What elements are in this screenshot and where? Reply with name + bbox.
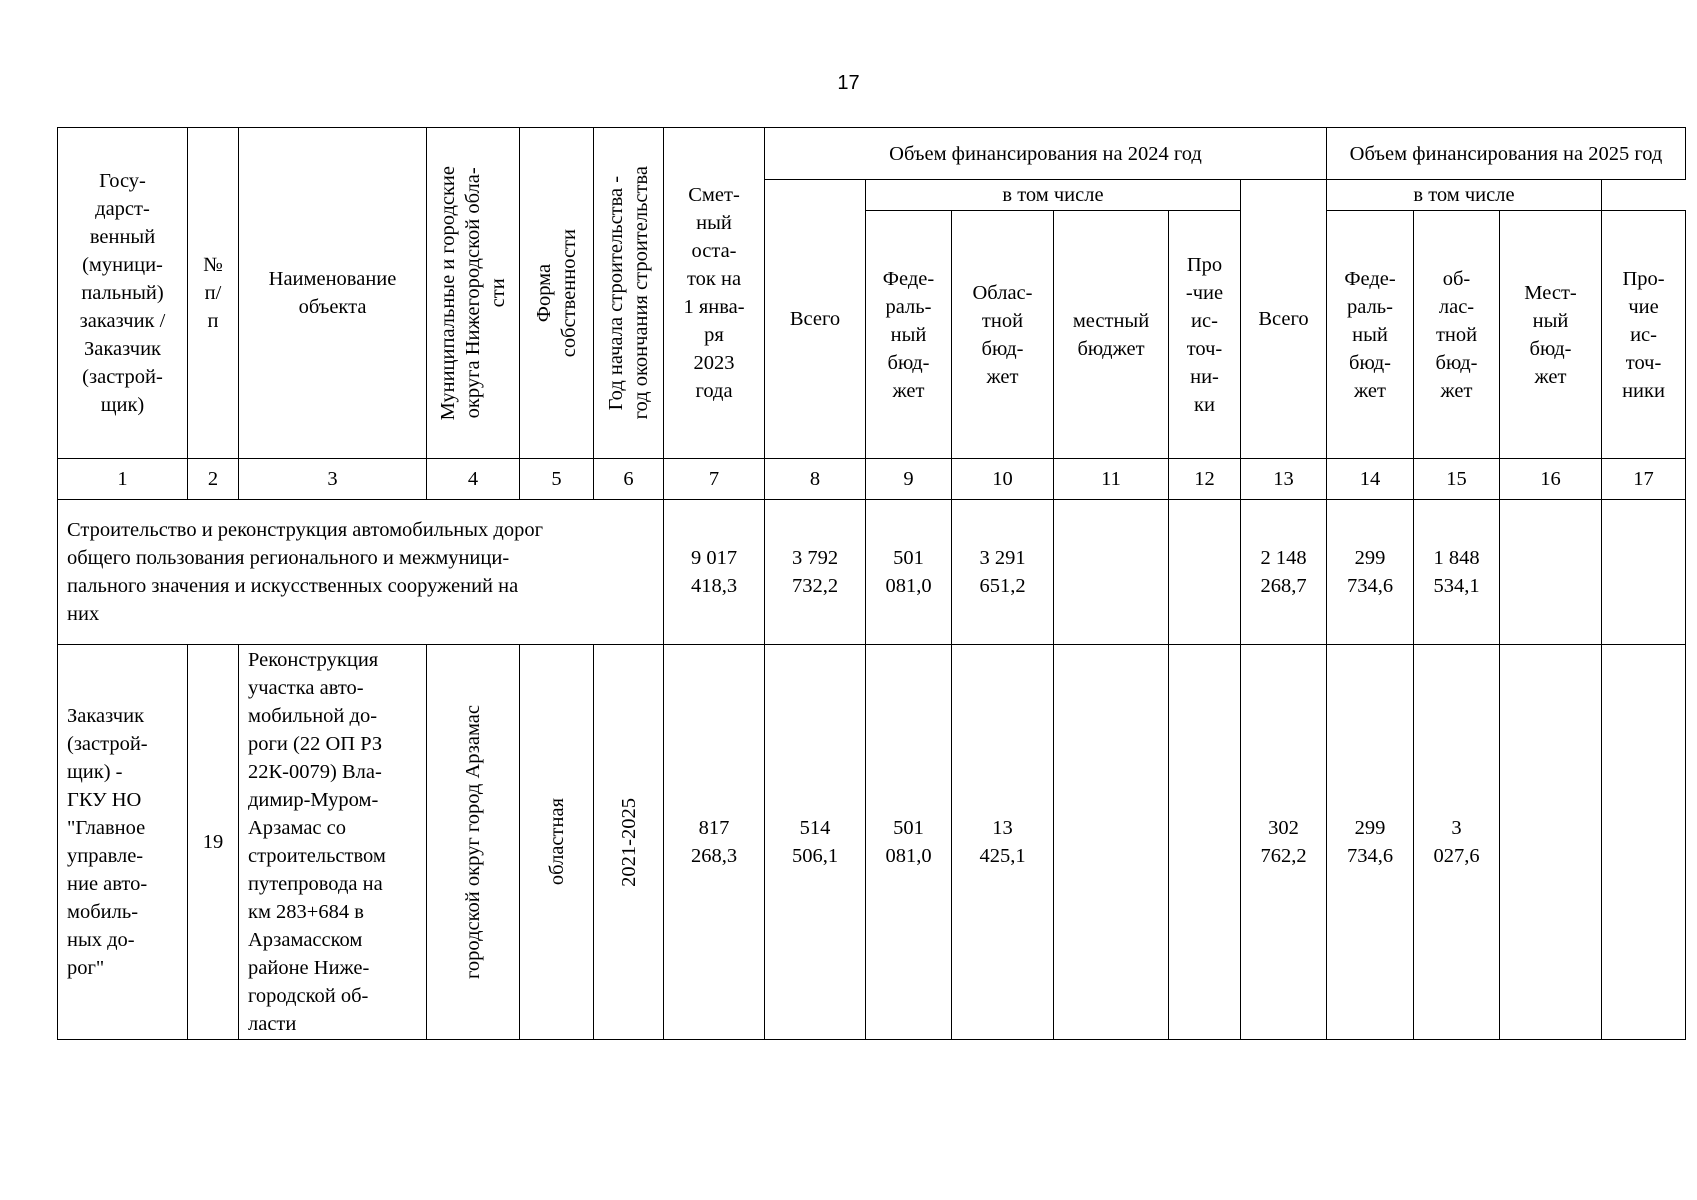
text-line: заказчик / — [79, 310, 166, 332]
row-remainder — [664, 645, 765, 1040]
text-line: Феде- — [882, 267, 935, 290]
text-line: ГКУ НО — [67, 789, 142, 811]
text-line: лас- — [1438, 295, 1475, 318]
row-local-2024 — [1054, 645, 1169, 1040]
text-line: объекта — [298, 296, 367, 318]
text-line: ние авто- — [67, 873, 148, 895]
text-line: 081,0 — [885, 845, 932, 867]
row-customer — [58, 645, 188, 1040]
text-line: тной — [981, 309, 1024, 332]
column-number: 16 — [1500, 459, 1602, 500]
text-line: ных до- — [67, 929, 135, 951]
text-line: сти — [486, 278, 509, 308]
row-federal-2024 — [866, 645, 952, 1040]
text-line: дарст- — [95, 198, 150, 220]
text-line: (застрой- — [82, 366, 163, 388]
row-object — [239, 645, 427, 1040]
text-line: точ- — [1625, 351, 1662, 374]
row-num: 19 — [188, 645, 239, 1040]
text-line: 299 — [1354, 817, 1386, 839]
section-regional-2025 — [1414, 500, 1500, 645]
text-line: жет — [1440, 379, 1473, 402]
text-line: Мест- — [1524, 281, 1577, 304]
text-line: собственности — [557, 228, 580, 358]
text-line: 425,1 — [979, 845, 1026, 867]
row-total-2025 — [1241, 645, 1327, 1040]
row-regional-2024 — [952, 645, 1054, 1040]
column-number: 17 — [1602, 459, 1686, 500]
text-line: районе Ниже- — [248, 957, 370, 979]
text-line: 734,6 — [1346, 575, 1394, 597]
text-line: 299 — [1354, 547, 1386, 569]
text-line: № — [203, 254, 223, 276]
header-regional-2025 — [1414, 211, 1500, 459]
text-line: щик) - — [67, 761, 123, 783]
column-number: 1 — [58, 459, 188, 500]
row-years: 2021-2025 — [594, 645, 664, 1040]
text-line: 501 — [893, 547, 924, 569]
section-title — [58, 500, 664, 645]
text-line: 3 792 — [791, 547, 839, 569]
text-line: жет — [1354, 379, 1386, 402]
text-line: 734,6 — [1346, 845, 1394, 867]
column-number-row — [58, 459, 1686, 500]
text-line: городской об- — [248, 985, 369, 1007]
text-line: 651,2 — [979, 575, 1026, 597]
text-line: (застрой- — [67, 733, 148, 755]
text-line: Реконструкция — [248, 649, 379, 671]
column-number: 11 — [1054, 459, 1169, 500]
text-line: -чие — [1185, 281, 1224, 304]
text-line: бюджет — [1077, 337, 1145, 360]
text-line: 268,7 — [1260, 575, 1307, 597]
text-line: ки — [1194, 393, 1215, 416]
text-line: 3 291 — [979, 547, 1026, 569]
text-line: жет — [892, 379, 925, 402]
text-line: жет — [986, 365, 1019, 388]
text-line: ток на — [686, 268, 742, 290]
row-ownership: областная — [520, 645, 594, 1040]
text-line: Госу- — [99, 170, 146, 192]
column-number: 4 — [427, 459, 520, 500]
text-line: 027,6 — [1433, 845, 1480, 867]
text-line: 22К-0079) Вла- — [248, 761, 382, 783]
text-line: Строительство и реконструкция автомобильных дорог — [67, 519, 543, 541]
text-line: бюд- — [1435, 351, 1478, 374]
section-total-2025 — [1241, 500, 1327, 645]
text-line: них — [67, 603, 100, 625]
column-number: 3 — [239, 459, 427, 500]
row-other-2025 — [1602, 645, 1686, 1040]
text-line: раль- — [1347, 295, 1393, 318]
text-line: ря — [704, 324, 724, 346]
text-line: мобильной до- — [248, 705, 378, 727]
text-line: года — [695, 380, 733, 402]
column-number: 10 — [952, 459, 1054, 500]
header-num — [188, 128, 239, 459]
section-total-2024 — [765, 500, 866, 645]
text-line: 302 — [1268, 817, 1299, 839]
row-municipality: городской округ город Арзамас — [427, 645, 520, 1040]
text-line: Наименование — [268, 268, 397, 290]
text-line: Феде- — [1344, 267, 1396, 290]
header-object — [239, 128, 427, 459]
text-line: ис- — [1630, 323, 1657, 346]
text-line: "Главное — [67, 817, 146, 839]
column-number: 6 — [594, 459, 664, 500]
text-line: Арзамас со — [248, 817, 347, 839]
column-number: 8 — [765, 459, 866, 500]
header-regional-2024 — [952, 211, 1054, 459]
section-remainder — [664, 500, 765, 645]
header-federal-2024 — [866, 211, 952, 459]
section-row — [58, 500, 1686, 645]
column-number: 15 — [1414, 459, 1500, 500]
text-line: Год начала строительства - — [604, 175, 627, 411]
text-line: 817 — [698, 817, 730, 839]
column-number: 14 — [1327, 459, 1414, 500]
text-line: пальный) — [81, 282, 164, 304]
header-years — [594, 128, 664, 459]
text-line: тной — [1435, 323, 1478, 346]
text-line: путепровода на — [248, 873, 383, 895]
section-local-2024 — [1054, 500, 1169, 645]
text-line: общего пользования регионального и межмуници- — [67, 547, 510, 569]
header-ownership — [520, 128, 594, 459]
text-line: 081,0 — [885, 575, 932, 597]
text-line: Заказчик — [83, 338, 162, 360]
text-line: Форма — [532, 263, 555, 323]
text-line: рог" — [67, 957, 105, 979]
row-local-2025 — [1500, 645, 1602, 1040]
text-line: роги (22 ОП РЗ — [248, 733, 383, 755]
row-federal-2025 — [1327, 645, 1414, 1040]
header-including-2024: в том числе — [866, 180, 1241, 211]
text-line: Про — [1186, 253, 1223, 276]
column-number: 12 — [1169, 459, 1241, 500]
text-line: бюд- — [887, 351, 930, 374]
text-line: точ- — [1186, 337, 1223, 360]
column-number: 7 — [664, 459, 765, 500]
header-remainder — [664, 128, 765, 459]
text-line: чие — [1628, 295, 1659, 318]
text-line: Облас- — [972, 281, 1033, 304]
text-line: ники — [1622, 379, 1665, 402]
text-line: ласти — [248, 1013, 297, 1035]
text-line: мобиль- — [67, 901, 139, 923]
text-line: ный — [1532, 309, 1569, 332]
header-total-2024: Всего — [765, 180, 866, 459]
column-number: 13 — [1241, 459, 1327, 500]
text-line: ный — [696, 212, 732, 234]
text-line: 501 — [893, 817, 924, 839]
financing-table — [57, 127, 1686, 1040]
text-line: 506,1 — [791, 845, 839, 867]
text-line: 1 848 — [1433, 547, 1480, 569]
text-line: 9 017 — [690, 547, 738, 569]
row-regional-2025 — [1414, 645, 1500, 1040]
text-line: 13 — [992, 817, 1013, 839]
text-line: ный — [1352, 323, 1388, 346]
column-number: 9 — [866, 459, 952, 500]
text-line: Заказчик — [67, 705, 145, 727]
text-line: Арзамасском — [248, 929, 363, 951]
section-other-2024 — [1169, 500, 1241, 645]
text-line: оста- — [691, 240, 737, 262]
text-line: 514 — [799, 817, 831, 839]
text-line: Про- — [1622, 267, 1665, 290]
text-line: венный — [89, 226, 156, 248]
header-local-2025 — [1500, 211, 1602, 459]
text-line: (муници- — [82, 254, 163, 276]
section-federal-2024 — [866, 500, 952, 645]
header-other-2025 — [1602, 211, 1686, 459]
text-line: щик) — [100, 394, 145, 416]
page-number: 17 — [837, 72, 860, 94]
column-number: 5 — [520, 459, 594, 500]
header-including-2025: в том числе — [1327, 180, 1602, 211]
text-line: Смет- — [688, 184, 740, 206]
text-line: п/ — [204, 282, 222, 304]
text-line: управле- — [67, 845, 144, 867]
header-municipality — [427, 128, 520, 459]
text-line: ни- — [1190, 365, 1219, 388]
section-federal-2025 — [1327, 500, 1414, 645]
section-other-2025 — [1602, 500, 1686, 645]
text-line: строительством — [248, 845, 386, 867]
text-line: км 283+684 в — [248, 901, 364, 923]
text-line: димир-Муром- — [248, 789, 379, 811]
section-local-2025 — [1500, 500, 1602, 645]
text-line: участка авто- — [248, 677, 364, 699]
text-line: 534,1 — [1433, 575, 1480, 597]
text-line: 3 — [1451, 817, 1462, 839]
text-line: Муниципальные и городские — [436, 165, 459, 421]
text-line: бюд- — [981, 337, 1024, 360]
header-fin-2024: Объем финансирования на 2024 год — [765, 128, 1327, 180]
text-line: год окончания строительства — [629, 166, 652, 420]
text-line: об- — [1442, 267, 1471, 290]
column-number: 2 — [188, 459, 239, 500]
text-line: ис- — [1191, 309, 1218, 332]
text-line: 732,2 — [791, 575, 839, 597]
header-total-2025: Всего — [1241, 180, 1327, 459]
text-line: 762,2 — [1260, 845, 1307, 867]
text-line: местный — [1072, 309, 1150, 332]
text-line: бюд- — [1349, 351, 1391, 374]
header-fin-2025: Объем финансирования на 2025 год — [1327, 128, 1686, 180]
text-line: жет — [1534, 365, 1567, 388]
row-other-2024 — [1169, 645, 1241, 1040]
header-local-2024 — [1054, 211, 1169, 459]
text-line: 1 янва- — [683, 296, 745, 318]
header-other-2024 — [1169, 211, 1241, 459]
table-row — [58, 645, 1686, 1040]
section-regional-2024 — [952, 500, 1054, 645]
text-line: п — [207, 310, 219, 332]
text-line: 2 148 — [1260, 547, 1307, 569]
text-line: пального значения и искусственных сооружений на — [67, 575, 519, 597]
text-line: округа Нижегородской обла- — [461, 167, 484, 419]
text-line: бюд- — [1529, 337, 1572, 360]
header-federal-2025 — [1327, 211, 1414, 459]
text-line: ный — [890, 323, 927, 346]
text-line: раль- — [885, 295, 932, 318]
row-total-2024 — [765, 645, 866, 1040]
header-customer — [58, 128, 188, 459]
text-line: 268,3 — [690, 845, 738, 867]
text-line: 2023 — [693, 352, 735, 374]
text-line: 418,3 — [690, 575, 738, 597]
